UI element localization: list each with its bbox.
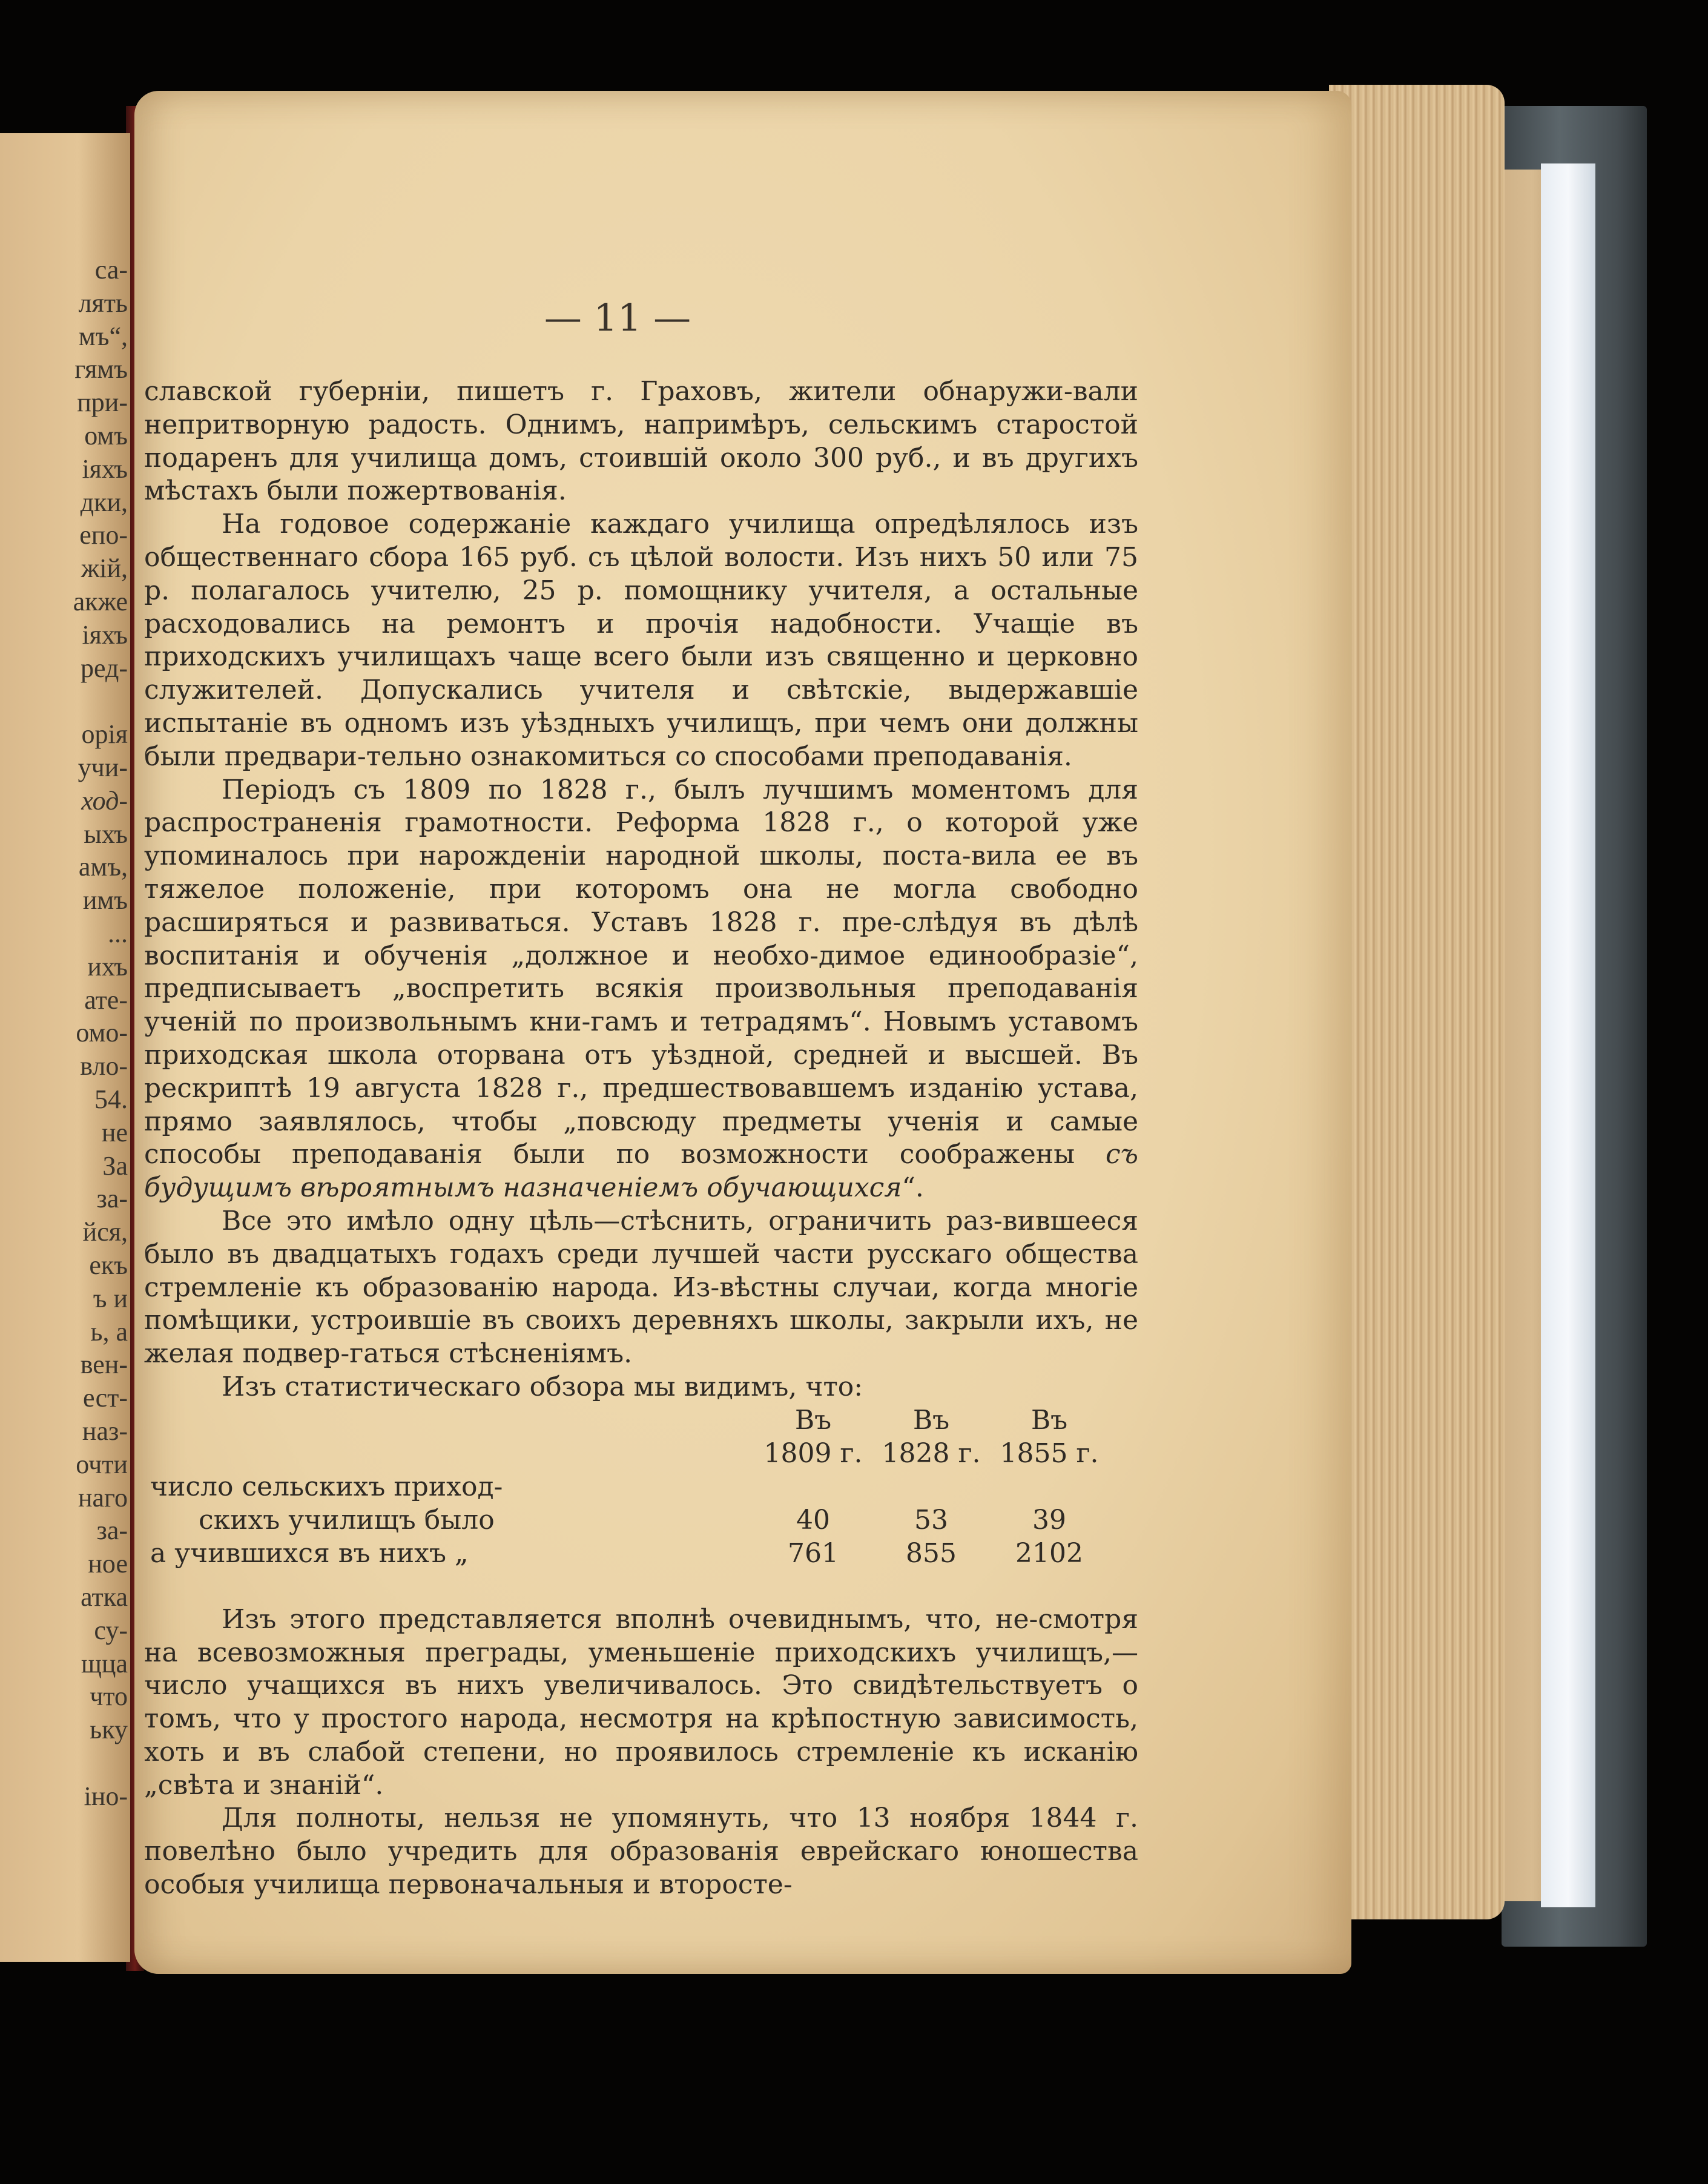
table-cell: 40 bbox=[796, 1504, 830, 1536]
text-block bbox=[144, 375, 1138, 1902]
table-column-header-prefix: Въ bbox=[912, 1404, 950, 1436]
paragraph: Для полноты, нельзя не упомянуть, что 13 ноября 1844 г. повелѣно было учредить для образованія еврейскаго юношества особыя училища первоначальныя и второсте- bbox=[144, 1803, 1138, 1901]
quote-close: “. bbox=[902, 1172, 924, 1204]
left-page-text-fragment: акже bbox=[73, 587, 128, 616]
paragraph: Изъ этого представляется вполнѣ очевиднымъ, что, не-смотря на всевозможныя преграды, уменьшеніе приходскихъ училищъ,—число учащихся въ нихъ увеличивалось. Это свидѣтельствуетъ о томъ, что у простого народа, несмотря на крѣпостную зависимость, хоть и въ слабой степени, но проявилось стремленіе къ исканію „свѣта и знаній“. bbox=[144, 1603, 1138, 1801]
table-column-header-year: 1809 г. bbox=[763, 1437, 863, 1469]
left-page-text-fragment: мъ“, bbox=[78, 321, 128, 351]
page-edge-stack bbox=[1329, 85, 1505, 1919]
table-cell: 855 bbox=[906, 1537, 957, 1569]
paragraph: славской губерніи, пишетъ г. Граховъ, жители обнаружи-вали непритворную радость. Однимъ, напримѣръ, сельскимъ старостой подаренъ для училища домъ, стоившій около 300 руб., и въ другихъ мѣстахъ были пожертвованія. bbox=[144, 376, 1138, 507]
left-page-text-fragment: щца bbox=[81, 1648, 128, 1678]
left-page-text-fragment: наз- bbox=[82, 1416, 128, 1446]
left-page-text-fragment: са- bbox=[94, 255, 128, 285]
left-page-text-fragment: за- bbox=[96, 1516, 128, 1546]
table-cell: 761 bbox=[788, 1537, 839, 1569]
left-page-text-fragment: амъ, bbox=[78, 852, 128, 882]
left-page-text-fragment: За bbox=[102, 1150, 128, 1181]
table-row-label: а учившихся въ нихъ „ bbox=[150, 1537, 469, 1569]
left-page-text-fragment: йся, bbox=[82, 1217, 128, 1247]
left-page-text-fragment: за- bbox=[96, 1184, 128, 1214]
table-column-header-year: 1828 г. bbox=[882, 1437, 981, 1469]
statistics-table bbox=[144, 1404, 1138, 1603]
left-page-text-fragment: омъ bbox=[84, 421, 128, 450]
left-page-text-fragment: ное bbox=[88, 1549, 128, 1579]
left-page-text-fragment: су- bbox=[94, 1615, 128, 1645]
left-page-text-fragment: ыхъ bbox=[84, 819, 128, 849]
page-number: — 11 — bbox=[544, 295, 691, 340]
left-page-text-fragment: ест- bbox=[82, 1383, 128, 1413]
left-page-text-fragment: атка bbox=[81, 1582, 128, 1612]
table-column-header-prefix: Въ bbox=[794, 1404, 832, 1436]
left-page-text-fragment: имъ bbox=[82, 885, 128, 915]
left-page-text-fragment: ьку bbox=[90, 1715, 128, 1745]
left-page-text-fragment: омо- bbox=[76, 1018, 128, 1048]
paragraph: Изъ статистическаго обзора мы видимъ, что: bbox=[222, 1371, 863, 1402]
left-page-text-fragment: учи- bbox=[77, 753, 128, 782]
table-cell: 53 bbox=[914, 1504, 948, 1536]
left-page-text-fragment: ихъ bbox=[87, 951, 128, 981]
left-page-text-fragment: ъ и bbox=[93, 1283, 128, 1313]
left-page-text-fragment: ред- bbox=[81, 653, 128, 683]
left-page-text-fragment: ... bbox=[108, 919, 128, 948]
left-page-text-fragment: 54. bbox=[94, 1084, 128, 1114]
left-page-text-fragment: іяхъ bbox=[82, 454, 128, 484]
left-page-text-fragment: ате- bbox=[84, 985, 128, 1015]
left-page-text-fragment: орія bbox=[81, 719, 128, 750]
left-page-text-fragment: наго bbox=[77, 1482, 128, 1513]
paragraph-text: Періодъ съ 1809 по 1828 г., былъ лучшимъ моментомъ для распространенія грамотности. Реформа 1828 г., о которой уже упоминалось при нарожденіи народной школы, поста-вила ее въ тяжелое положеніе, при которомъ она не могла свободно расширяться и развиваться. Уставъ 1828 г. пре-слѣдуя въ дѣлѣ воспитанія и обученія „должное и необхо-димое единообразіе“, предписываетъ „воспретить всякія произвольныя преподаванія ученій по произвольнымъ кни-гамъ и тетрадямъ“. Новымъ уставомъ приходская школа оторвана отъ уѣздной, средней и высшей. Въ рескриптѣ 19 августа 1828 г., предшествовавшемъ изданію устава, прямо заявлялось, чтобы „повсюду предметы ученія и самые способы преподаванія были по возможности соображены bbox=[144, 774, 1138, 1170]
table-row-label: число сельскихъ приход- bbox=[150, 1471, 503, 1502]
left-page-text-fragment: лять bbox=[78, 288, 128, 318]
paragraph bbox=[144, 774, 1138, 1205]
inserted-white-sheet bbox=[1541, 163, 1595, 1907]
table-row-label: скихъ училищъ было bbox=[199, 1504, 495, 1536]
left-page-text-fragment: дки, bbox=[80, 487, 128, 517]
left-page-text-fragment: іно- bbox=[84, 1781, 128, 1811]
table-cell: 2102 bbox=[1015, 1537, 1083, 1569]
left-page-text-fragment: ход- bbox=[81, 785, 128, 816]
paragraph: Все это имѣло одну цѣль—стѣснить, ограничить раз-вившееся было въ двадцатыхъ годахъ среди лучшей части русскаго общества стремленіе къ образованію народа. Из-вѣстны случаи, когда многіе помѣщики, устроившіе въ своихъ деревняхъ школы, закрыли ихъ, не желая подвер-гаться стѣсненіямъ. bbox=[144, 1205, 1138, 1370]
table-cell: 39 bbox=[1032, 1504, 1066, 1536]
table-column-header-prefix: Въ bbox=[1030, 1404, 1068, 1436]
left-page-text-fragment: екъ bbox=[89, 1250, 128, 1280]
left-page-text-fragment: ь, а bbox=[90, 1316, 128, 1347]
table-column-header-year: 1855 г. bbox=[1000, 1437, 1099, 1469]
italic-quote: съ будущимъ вѣроятнымъ назначеніемъ обучающихся bbox=[144, 1139, 1138, 1204]
left-page-text-fragment: іяхъ bbox=[82, 619, 128, 650]
left-page-text-fragment: очти bbox=[76, 1449, 128, 1479]
paragraph: На годовое содержаніе каждаго училища опредѣлялось изъ общественнаго сбора 165 руб. съ цѣлой волости. Изъ нихъ 50 или 75 р. полагалось учителю, 25 р. помощнику учителя, а остальные расходовались на ремонтъ и прочія надобности. Учащіе въ приходскихъ училищахъ чаще всего были изъ священно и церковно служителей. Допускались учителя и свѣтскіе, выдержавшіе испытаніе въ одномъ изъ уѣздныхъ училищъ, при чемъ они должны были предвари-тельно ознакомиться со способами преподаванія. bbox=[144, 509, 1138, 772]
left-page-text-fragment: что bbox=[90, 1681, 128, 1712]
left-page-text-fragment: вен- bbox=[80, 1350, 128, 1380]
left-page-text-fragment: при- bbox=[77, 388, 128, 418]
left-page-text-fragment: вло- bbox=[80, 1051, 128, 1081]
left-page-text-fragment: жій, bbox=[81, 553, 128, 584]
left-page-text-fragment: епо- bbox=[79, 520, 128, 550]
left-page bbox=[0, 133, 130, 1962]
left-page-text-fragment: гямъ bbox=[74, 354, 128, 384]
left-page-text-fragment: не bbox=[101, 1117, 128, 1147]
